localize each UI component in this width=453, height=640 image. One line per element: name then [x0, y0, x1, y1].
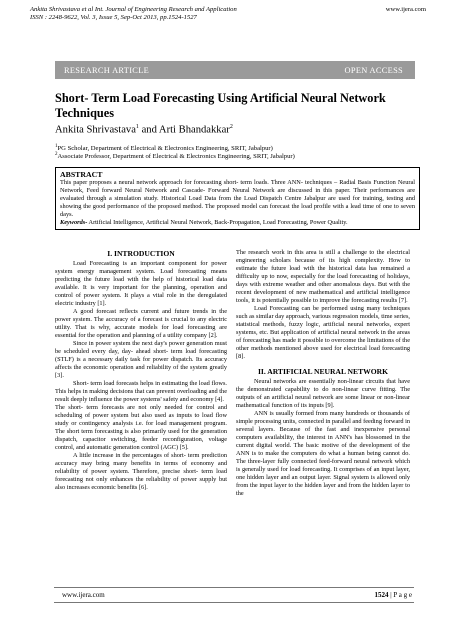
page-footer [54, 587, 414, 603]
journal-citation-line2: ISSN : 2248-9622, Vol. 3, Issue 5, Sep-Oct 2013, pp.1524-1527 [30, 14, 197, 21]
author-line [55, 124, 233, 136]
affiliation-2 [55, 151, 425, 161]
right-column [236, 249, 410, 498]
author-1-sup: 1 [135, 124, 139, 130]
abstract-box [55, 167, 420, 230]
section-heading-introduction: I. INTRODUCTION [107, 249, 175, 258]
paragraph: The short- term forecasts are not only needed for control and scheduling of power system but also used as inputs to load flow study or contingency analysis i.e. for load management program. The short term forecasting is also primarily used for the generation dispatch, capacitor switching, feeder reconfiguration, voltage control, and automatic generation control (AGC) [5]. [55, 404, 227, 451]
journal-citation-line1: Ankita Shrivastava et al Int. Journal of Engineering Research and Application [30, 6, 237, 13]
paragraph: Neural networks are essentially non-linear circuits that have the demonstrated capability to do non-linear curve fitting. The outputs of an artificial neural network are some linear or non-linear mathematical function of its inputs [9]. [236, 378, 410, 409]
running-header [30, 6, 426, 22]
paragraph: Since in power system the next day's power generation must be scheduled every day, day- ahead short- term load forecasting (STLF) is a necessary daily task for power dispatch. Its accuracy affects the economic operation and reliability of the system greatly [3]. [55, 340, 227, 379]
author-2-sup: 2 [229, 124, 233, 130]
paragraph: A little increase in the percentages of short- term prediction accuracy may bring many benefits in terms of economy and reliability of power system. Therefore, precise short- term load forecasting not only enhances the reliability of power supply but also increases economic benefits [6]. [55, 452, 227, 491]
author-1: Ankita Shrivastava [55, 124, 136, 136]
paragraph: Load Forecasting can be performed using many techniques such as similar day approach, various regression models, time series, statistical methods, fuzzy logic, artificial neural networks, expert systems, etc. But application of artificial neural network in the areas of forecasting has made it possible to overcome the limitations of the other methods mentioned above used for electrical load forecasting [8]. [236, 305, 410, 360]
page-number-value: 1524 [374, 591, 389, 599]
left-column [55, 249, 227, 492]
footer-website[interactable]: www.ijera.com [62, 591, 105, 599]
keywords [60, 219, 415, 227]
page-number [375, 591, 413, 599]
author-2: and Arti Bhandakkar [138, 124, 230, 136]
affiliation-1-text: PG Scholar, Department of Electrical & Electronics Engineering, SRIT, Jabalpur) [57, 145, 273, 153]
paragraph: Load Forecasting is an important component for power system energy management system. Load forecasting means predicting the future load with the help of historical load data available. It is very important for the planning, operation and control of power system. It plays a vital role in the deregulated electric industry [1]. [55, 260, 227, 307]
abstract-heading: ABSTRACT [60, 170, 103, 179]
paper-title: Short- Term Load Forecasting Using Artificial Neural Network Techniques [55, 91, 386, 120]
affiliation-2-sup: 2 [55, 152, 58, 157]
paragraph: ANN is usually formed from many hundreds or thousands of simple processing units, connected in parallel and feeding forward in several layers. Because of the fast and inexpensive personal computers availability, the interest in ANN's has blossomed in the current digital world. The basic motive of the development of the ANN is to make the computers do what a human being cannot do. The three-layer fully connected feed-forward neural network which is generally used for load forecasting. It comprises of an input layer, one hidden layer and an output layer. Signal system is allowed only from the input layer to the hidden layer and from the hidden layer to the [236, 410, 410, 497]
keywords-text: Artificial Intelligence, Artificial Neural Network, Back-Propagation, Load Forecasting, Power Quality. [87, 219, 348, 226]
article-banner [55, 61, 415, 79]
page-label: | P a g e [388, 591, 412, 599]
affiliation-1-sup: 1 [55, 144, 58, 149]
paragraph: The research work in this area is still a challenge to the electrical engineering scholars because of its high complexity. How to estimate the future load with the historical data has remained a difficulty up to now, especially for the load forecasting of holidays, days with extreme weather and other anomalous days. But with the recent development of new mathematical and artificial intelligence tools, it is potentially possible to improve the forecasting results [7]. [236, 249, 410, 304]
keywords-label: Keywords- [60, 219, 88, 226]
section-heading-ann: II. ARTIFICIAL NEURAL NETWORK [257, 367, 389, 376]
paragraph: Short- term load forecasts helps in estimating the load flows. This helps in making decisions that can prevent overloading and the result deeply influence the power systems' safety and economy [4]. [55, 380, 227, 403]
open-access-label: OPEN ACCESS [344, 66, 403, 75]
abstract-text: This paper proposes a neural network approach for forecasting short- term loads. Three ANN- techniques – Radial Basis Function Neural Network, Feed forward Neural Network and Cascade- Forward Neural Network are discussed in this paper. Their performances are evaluated through a simulation study. Historical Load Data from the Load Dispatch Centre Jabalpur are used for training, testing and showing the good performance of the proposed method. The proposed model can forecast the load profile with a lead time of one to seven days. [60, 179, 415, 218]
journal-website[interactable]: www.ijera.com [385, 6, 426, 13]
paragraph: A good forecast reflects current and future trends in the power system. The accuracy of a forecast is crucial to any electric utility. That is why, accurate models for load forecasting are essential for the operation and planning of a utility company [2]. [55, 308, 227, 339]
affiliation-2-text: Associate Professor, Department of Electrical & Electronics Engineering, SRIT, Jabalpur) [57, 153, 295, 161]
research-article-label: RESEARCH ARTICLE [64, 66, 150, 75]
